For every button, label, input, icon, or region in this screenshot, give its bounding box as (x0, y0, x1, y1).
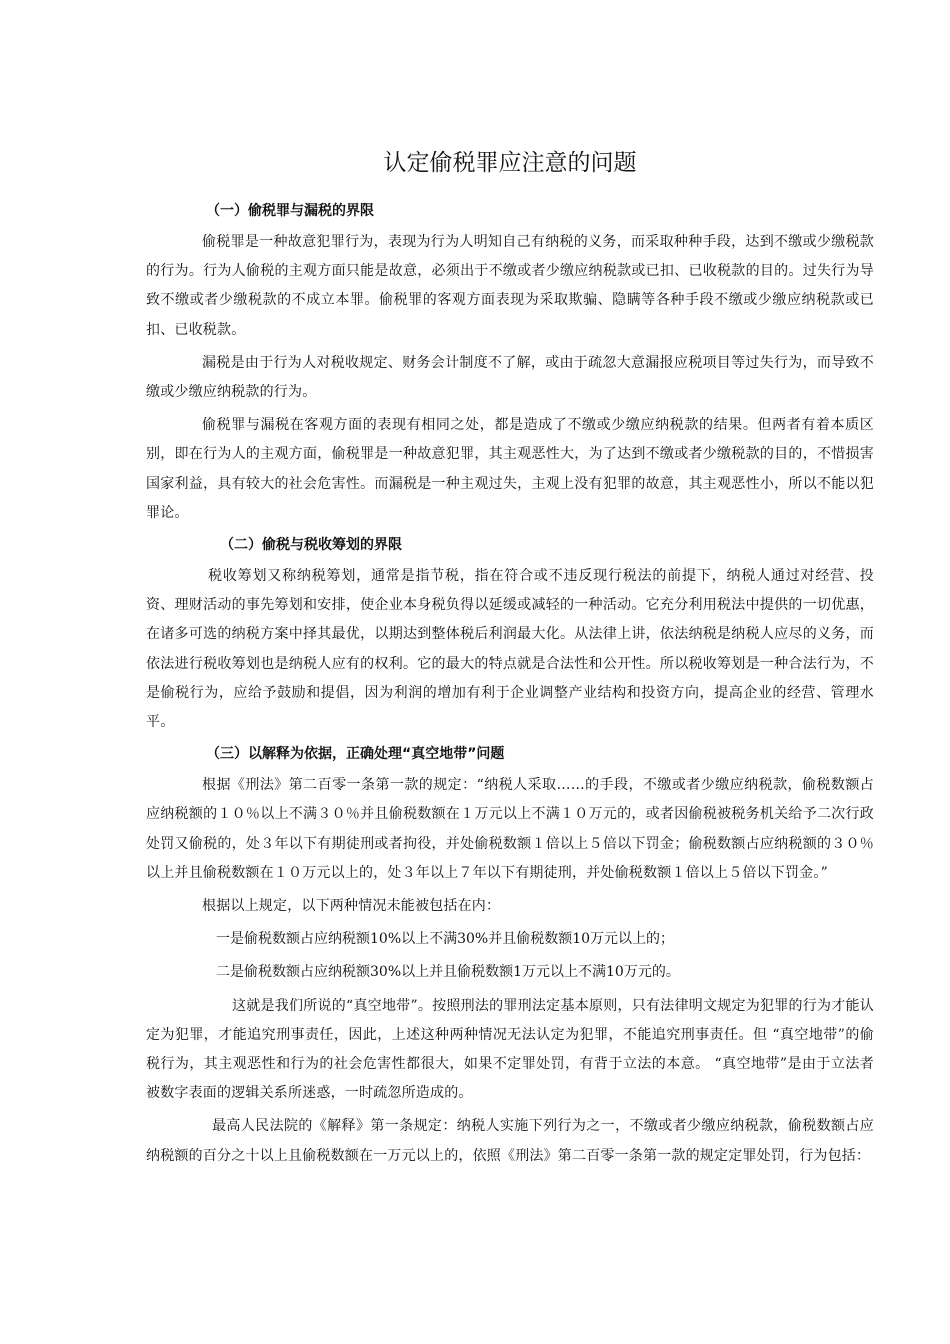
section-heading-1: （一）偷税罪与漏税的界限 (206, 203, 374, 219)
paragraph: 根据《刑法》第二百零一条第一款的规定：“纳税人采取……的手段，不缴或者少缴应纳税款，偷税数额占应纳税额的１０％以上不满３０％并且偷税数额在１万元以上不满１０万元的，或者因偷税被税务机关给予二次行政处罚又偷税的，处３年以下有期徒刑或者拘役，并处偷税数额１倍以上５倍以下罚金；偷税数额占应纳税额的３０％以上并且偷税数额在１０万元以上的，处３年以上７年以下有期徒刑，并处偷税数额１倍以上５倍以下罚金。” (146, 777, 874, 881)
document-page (146, 0, 874, 1344)
document-title: 认定偷税罪应注意的问题 (383, 150, 637, 176)
list-item: 一是偷税数额占应纳税额10%以上不满30%并且偷税数额10万元以上的； (216, 931, 675, 948)
document-body (146, 198, 874, 1175)
paragraph: 漏税是由于行为人对税收规定、财务会计制度不了解，或由于疏忽大意漏报应税项目等过失行为，而导致不缴或少缴应纳税款的行为。 (146, 354, 874, 401)
section-heading-2: （二）偷税与税收筹划的界限 (220, 537, 402, 554)
paragraph: 最高人民法院的《解释》第一条规定：纳税人实施下列行为之一，不缴或者少缴应纳税款，偷税数额占应纳税额的百分之十以上且偷税数额在一万元以上的，依照《刑法》第二百零一条第一款的规定定罪处罚，行为包括： (146, 1118, 874, 1164)
paragraph: 根据以上规定，以下两种情况未能被包括在内： (202, 898, 501, 915)
list-item: 二是偷税数额占应纳税额30%以上并且偷税数额1万元以上不满10万元的。 (216, 964, 680, 981)
section-heading-3: （三）以解释为依据，正确处理“真空地带”问题 (206, 746, 505, 763)
paragraph: 偷税罪与漏税在客观方面的表现有相同之处，都是造成了不缴或少缴应纳税款的结果。但两者有着本质区别，即在行为人的主观方面，偷税罪是一种故意犯罪，其主观恶性大，为了达到不缴或者少缴税款的目的，不惜损害国家利益，具有较大的社会危害性。而漏税是一种主观过失，主观上没有犯罪的故意，其主观恶性小，所以不能以犯罪论。 (146, 417, 874, 521)
paragraph: 偷税罪是一种故意犯罪行为，表现为行为人明知自己有纳税的义务，而采取种种手段，达到不缴或少缴税款的行为。行为人偷税的主观方面只能是故意，必须出于不缴或者少缴应纳税款或已扣、已收税款的目的。过失行为导致不缴或者少缴税款的不成立本罪。偷税罪的客观方面表现为采取欺骗、隐瞒等各种手段不缴或少缴应纳税款或已扣、已收税款。 (146, 234, 874, 338)
paragraph: 这就是我们所说的“真空地带”。按照刑法的罪刑法定基本原则，只有法律明文规定为犯罪的行为才能认定为犯罪，才能追究刑事责任，因此，上述这种两种情况无法认定为犯罪，不能追究刑事责任。但 “真空地带”的偷税行为，其主观恶性和行为的社会危害性都很大，如果不定罪处罚，有背于立法的本意。 “真空地带”是由于立法者被数字表面的逻辑关系所迷惑，一时疏忽所造成的。 (146, 997, 874, 1102)
paragraph: 税收筹划又称纳税筹划，通常是指节税，指在符合或不违反现行税法的前提下，纳税人通过对经营、投资、理财活动的事先筹划和安排，使企业本身税负得以延缓或减轻的一种活动。它充分利用税法中提供的一切优惠，在诸多可选的纳税方案中择其最优，以期达到整体税后利润最大化。从法律上讲，依法纳税是纳税人应尽的义务，而依法进行税收筹划也是纳税人应有的权利。它的最大的特点就是合法性和公开性。所以税收筹划是一种合法行为，不是偷税行为，应给予鼓励和提倡，因为利润的增加有利于企业调整产业结构和投资方向，提高企业的经营、管理水平。 (146, 568, 874, 731)
